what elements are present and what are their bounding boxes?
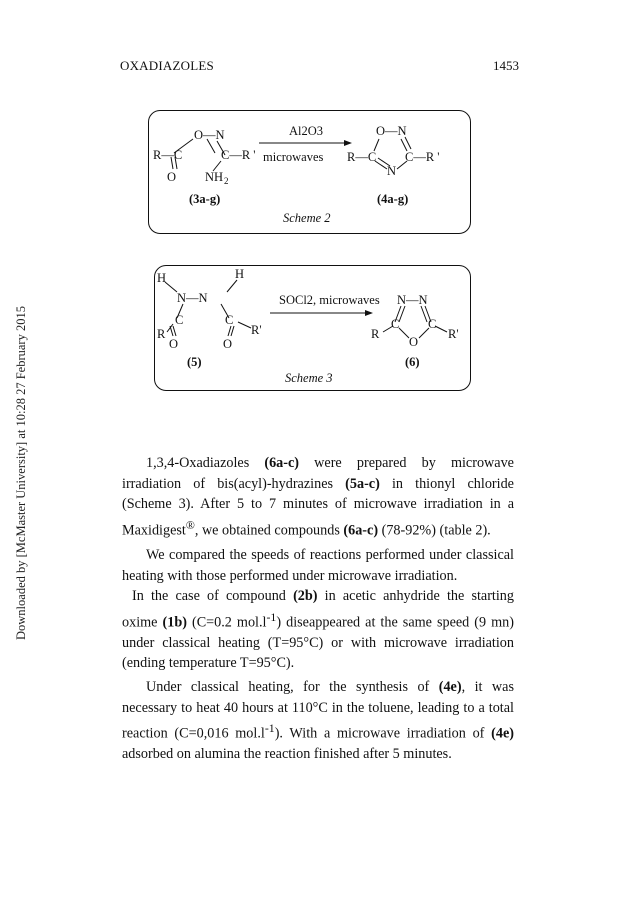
atom-label: R' [251,323,262,337]
reagent-al2o3: Al2O3 [289,124,324,138]
atom-label: O—N [194,128,225,142]
atom-label: N [387,164,397,178]
atom-label: NH [205,170,224,184]
compound-ref: (2b) [293,588,318,604]
paragraph-2-continued [122,586,514,674]
atom-label: N—N [397,293,428,307]
text-run: (C=0.2 mol.l [186,614,267,631]
atom-label: H [235,267,245,281]
text-run: were prepared by microwave irradiation of bis(acyl)-hydrazines [122,455,514,492]
scheme-caption: Scheme 2 [283,211,331,225]
atom-label: C [391,317,400,331]
paragraph-1 [122,453,514,541]
text-run: Under classical heating, for the synthesis of [146,679,439,695]
reactant-label: (5) [187,355,202,369]
atom-label: C—R ' [405,150,440,164]
text-run: in acetic anhydride the starting oxime [122,588,514,631]
product-label: (6) [405,355,420,369]
compound-ref: (6a-c) [343,522,379,539]
reactant-label: (3a-g) [189,192,221,206]
text-run: ). With a microwave irradiation of [274,725,492,742]
text-run: adsorbed on alumina the reaction finished after 5 minutes. [122,746,452,763]
text-run: We compared the speeds of reactions performed under classical heating with those performed under microwave irradiation. [122,547,514,584]
atom-label: C [428,317,437,331]
scheme-3-box [154,265,471,391]
text-run: in thionyl chloride (Scheme 3). After 5 to 7 minutes of microwave irradiation in a Maxidigest [122,475,514,539]
text-run: (78-92%) (table 2). [378,522,491,539]
text-run: ) diseappeared at the same speed (9 mn) under classical heating (T=95°C) or with microwave irradiation (ending temperature T=95°C). [122,614,514,672]
paragraph-3 [122,677,514,765]
compound-ref: (6a-c) [264,455,300,471]
reagent-microwaves: microwaves [263,150,324,164]
atom-label: R [371,327,380,341]
scheme-3-diagram [155,266,470,390]
atom-label: O [169,337,179,351]
scheme-2-diagram [149,111,470,233]
download-watermark: Downloaded by [McMaster University] at 10:28 27 February 2015 [14,306,28,640]
atom-label: O [223,337,233,351]
registered-mark: ® [185,517,195,532]
compound-ref: (5a-c) [345,475,380,492]
paragraph-2 [122,545,514,586]
product-label: (4a-g) [377,192,409,206]
atom-label: N—N [177,291,208,305]
atom-label: R' [448,327,459,341]
scheme-2-box [148,110,471,234]
atom-label: R—C [153,148,183,162]
atom-label: H [157,271,167,285]
atom-subscript: 2 [224,176,229,186]
atom-label: R—C [347,150,377,164]
atom-label: O [167,170,177,184]
compound-ref: (1b) [162,614,187,631]
text-run: 1,3,4-Oxadiazoles [146,455,265,471]
atom-label: C—R ' [221,148,256,162]
reagent-socl2: SOCl2, microwaves [279,293,380,307]
atom-label: O—N [376,124,407,138]
text-run: In the case of compound [132,588,294,604]
atom-label: O [409,335,419,349]
atom-label: R [157,327,166,341]
text-run: , we obtained compounds [194,522,344,539]
text-run: , it was necessary to heat 40 hours at 110°C in the toluene, leading to a total reaction (C=0,016 mol.l [122,679,514,742]
scheme-caption: Scheme 3 [285,371,333,385]
running-title: OXADIAZOLES [120,58,214,73]
atom-label: C [175,313,184,327]
superscript: -1 [266,609,277,624]
page-number: 1453 [493,58,519,73]
compound-ref: (4e) [438,679,462,695]
compound-ref: (4e) [491,725,514,742]
superscript: -1 [264,721,275,735]
atom-label: C [225,313,234,327]
